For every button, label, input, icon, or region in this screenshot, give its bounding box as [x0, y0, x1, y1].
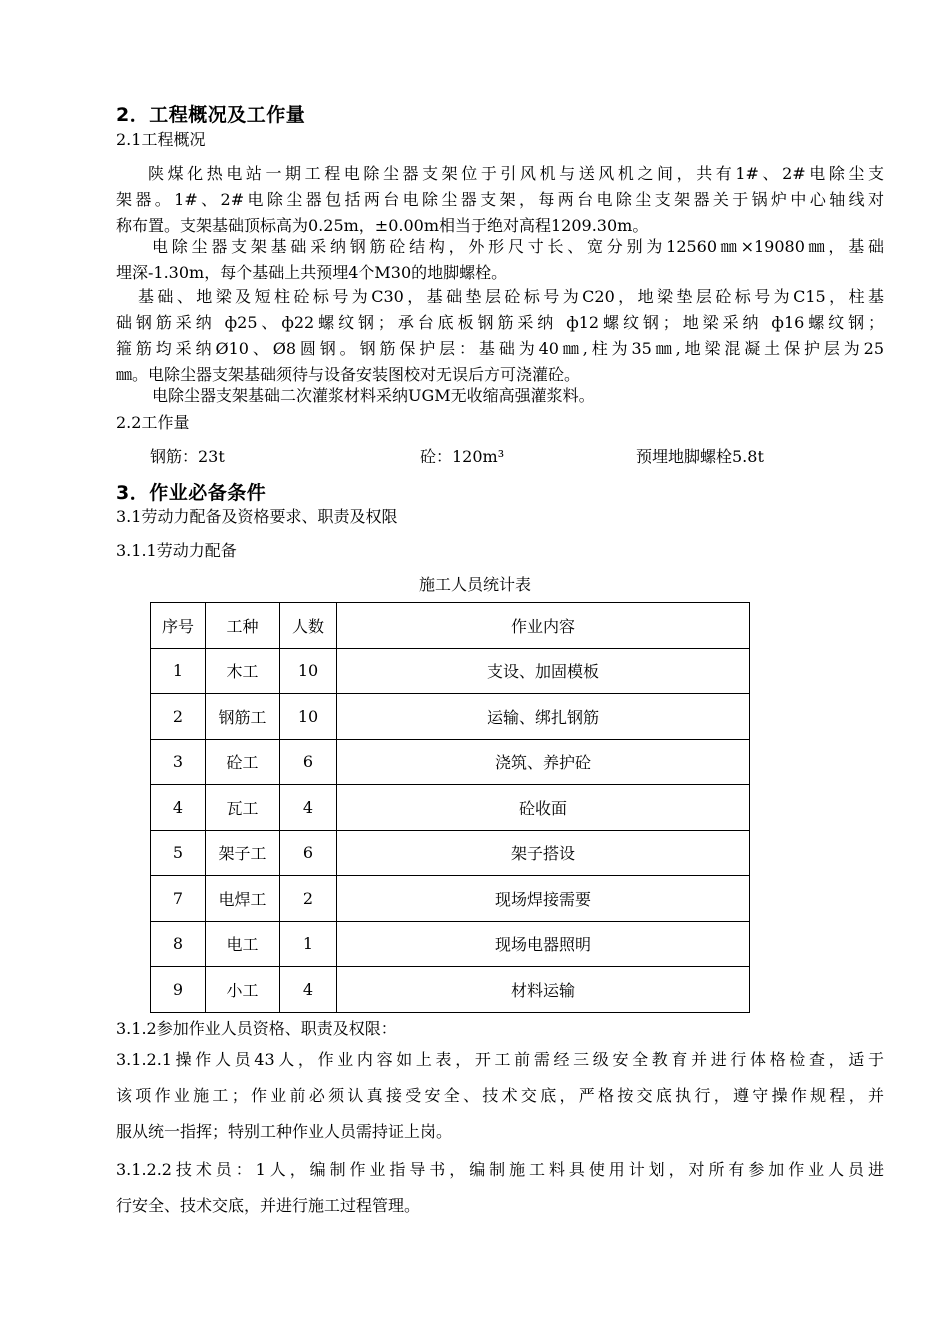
table-cell: 1: [280, 921, 337, 967]
text-line: 陕煤化热电站一期工程电除尘器支架位于引风机与送风机之间，共有1#、2#电除尘支: [148, 164, 884, 183]
text-line: 架器。1#、2#电除尘器包括两台电除尘器支架，每两台电除尘支架器关于锅炉中心轴线对: [116, 190, 884, 209]
table-cell: 3: [151, 739, 206, 785]
header-cell: 工种: [206, 603, 280, 649]
table-row: [151, 967, 750, 1013]
section-2-1-heading: 2.1工程概况: [116, 130, 206, 149]
text-line: 该项作业施工；作业前必须认真接受安全、技术交底，严格按交底执行，遵守操作规程，并: [116, 1086, 884, 1105]
overview-paragraph-3: [116, 284, 884, 388]
section-3-title: 3．作业必备条件: [116, 482, 267, 504]
table-cell: 电焊工: [206, 876, 280, 922]
table-cell: 4: [151, 785, 206, 831]
table-row: [151, 648, 750, 694]
section-2-2-heading: 2.2工作量: [116, 413, 190, 432]
section-3-1-heading: 3.1劳动力配备及资格要求、职责及权限: [116, 507, 398, 526]
table-cell: 4: [280, 967, 337, 1013]
table-row: [151, 830, 750, 876]
section-3-1-2-heading: 3.1.2参加作业人员资格、职责及权限：: [116, 1019, 397, 1038]
table-cell: 10: [280, 694, 337, 740]
table-cell: 砼工: [206, 739, 280, 785]
text-line: 称布置。支架基础顶标高为0.25m，±0.00m相当于绝对高程1209.30m。: [116, 216, 649, 235]
table-cell: 木工: [206, 648, 280, 694]
section-3-1-1-heading: 3.1.1劳动力配备: [116, 541, 237, 560]
overview-paragraph-4: [116, 383, 884, 409]
workload-bolts: 预埋地脚螺栓5.8t: [636, 447, 764, 466]
table-cell: 1: [151, 648, 206, 694]
text-line: 行安全、技术交底，并进行施工过程管理。: [116, 1196, 421, 1215]
table-cell: 瓦工: [206, 785, 280, 831]
table-cell: 运输、绑扎钢筋: [337, 694, 750, 740]
personnel-paragraph: [116, 1042, 884, 1150]
text-line: 3.1.2.1操作人员43人，作业内容如上表，开工前需经三级安全教育并进行体格检查，适于: [116, 1050, 884, 1069]
text-line: 电除尘器支架基础二次灌浆材料采纳UGM无收缩高强灌浆料。: [152, 386, 595, 405]
workload-concrete: 砼：120m³: [420, 447, 505, 466]
header-cell: 作业内容: [337, 603, 750, 649]
text-line: 箍筋均采纳Ø10、Ø8圆钢。钢筋保护层：基础为40㎜,柱为35㎜,地梁混凝土保护层为25: [116, 339, 884, 358]
table-cell: 2: [151, 694, 206, 740]
table-cell: 5: [151, 830, 206, 876]
overview-paragraph-2: [116, 234, 884, 286]
table-row: [151, 921, 750, 967]
text-line: ㎜。电除尘器支架基础须待与设备安装图校对无误后方可浇灌砼。: [116, 365, 581, 384]
table-cell: 6: [280, 739, 337, 785]
table-row: [151, 876, 750, 922]
table-cell: 材料运输: [337, 967, 750, 1013]
section-2-title: 2．工程概况及工作量: [116, 104, 306, 126]
staff-table: [150, 602, 750, 1013]
table-row: [151, 694, 750, 740]
technician-paragraph: [116, 1152, 884, 1224]
text-line: 基础、地梁及短柱砼标号为C30，基础垫层砼标号为C20，地梁垫层砼标号为C15，柱基: [138, 287, 884, 306]
table-cell: 现场焊接需要: [337, 876, 750, 922]
table-caption: 施工人员统计表: [418, 575, 531, 594]
header-cell: 序号: [151, 603, 206, 649]
table-cell: 8: [151, 921, 206, 967]
table-cell: 电工: [206, 921, 280, 967]
table-cell: 7: [151, 876, 206, 922]
table-cell: 6: [280, 830, 337, 876]
header-cell: 人数: [280, 603, 337, 649]
table-cell: 小工: [206, 967, 280, 1013]
table-cell: 架子工: [206, 830, 280, 876]
table-row: [151, 785, 750, 831]
text-line: 电除尘器支架基础采纳钢筋砼结构，外形尺寸长、宽分别为12560㎜×19080㎜，基础: [152, 237, 884, 256]
text-line: 3.1.2.2技术员：1人，编制作业指导书，编制施工料具使用计划，对所有参加作业人员进: [116, 1160, 884, 1179]
table-cell: 4: [280, 785, 337, 831]
table-cell: 架子搭设: [337, 830, 750, 876]
table-cell: 钢筋工: [206, 694, 280, 740]
table-cell: 浇筑、养护砼: [337, 739, 750, 785]
overview-paragraph-1: [116, 161, 884, 239]
table-cell: 砼收面: [337, 785, 750, 831]
table-cell: 10: [280, 648, 337, 694]
table-cell: 2: [280, 876, 337, 922]
text-line: 埋深-1.30m，每个基础上共预埋4个M30的地脚螺栓。: [116, 263, 508, 282]
workload-rebar: 钢筋：23t: [150, 447, 225, 466]
text-line: 础钢筋采纳 ф25、ф22螺纹钢；承台底板钢筋采纳 ф12螺纹钢；地梁采纳 ф16螺纹钢；: [116, 313, 884, 332]
table-cell: 现场电器照明: [337, 921, 750, 967]
table-header-row: [151, 603, 750, 649]
text-line: 服从统一指挥；特别工种作业人员需持证上岗。: [116, 1122, 453, 1141]
table-row: [151, 739, 750, 785]
table-cell: 9: [151, 967, 206, 1013]
table-cell: 支设、加固模板: [337, 648, 750, 694]
